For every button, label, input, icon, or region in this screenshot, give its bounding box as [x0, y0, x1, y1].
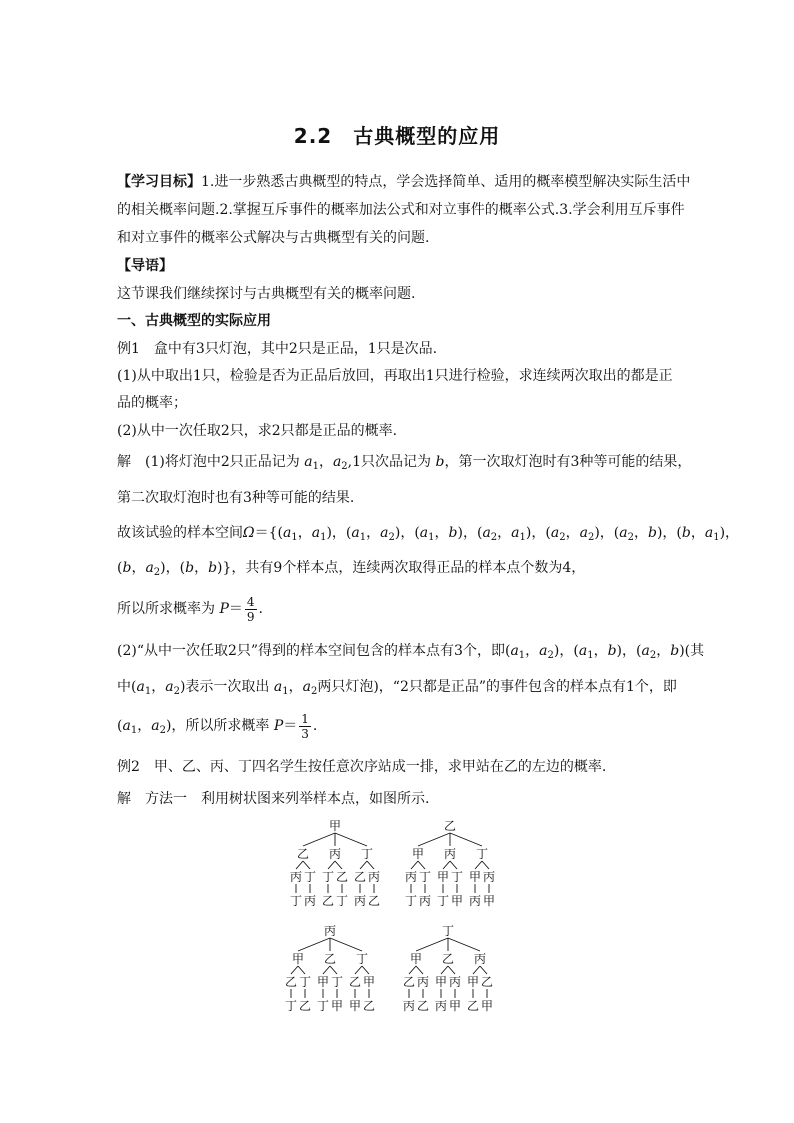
tree-edge: [411, 861, 418, 869]
tree-edge: [298, 966, 305, 974]
solution-1-line-2: 第二次取灯泡时也有3种等可能的结果.: [117, 490, 355, 506]
tree-edge: [355, 966, 362, 974]
tree-level-2-node: 甲: [436, 870, 450, 884]
tree-level-1-node: 丁: [360, 847, 374, 861]
tree-leaf: 丁: [289, 894, 303, 908]
sample-space-line-2: (b，$a_2$)，(b，b)}，共有9个样本点，连续两次取得正品的样本点个数为4，: [117, 560, 586, 578]
tree-edge: [482, 861, 489, 869]
tree-level-2-node: 丙: [404, 870, 418, 884]
tree-edge: [418, 861, 425, 869]
probability-fraction-1: $\frac{4}{9}$: [246, 594, 255, 624]
tree-leaf: 丁: [436, 894, 450, 908]
tree-edge: [416, 938, 448, 951]
tree-edge: [473, 966, 480, 974]
objectives-line-3: 和对立事件的概率公式解决与古典概型有关的问题.: [117, 230, 430, 246]
tree-leaf: 乙: [416, 999, 430, 1013]
example-1-q2: (2)从中一次任取2只，求2只都是正品的概率.: [117, 423, 398, 439]
objectives-line-1: 【学习目标】1.进一步熟悉古典概型的特点，学会选择简单、适用的概率模型解决实际生活中: [117, 174, 691, 190]
tree-leaf: 丁: [316, 999, 330, 1013]
tree-leaf: 甲: [448, 999, 462, 1013]
solution-1-line-1: 解 (1)将灯泡中2只正品记为 $a_1$，$a_2,1$只次品记为 b，第一次取灯泡时有3种等可能的结果，: [117, 454, 692, 472]
tree-level-1-node: 乙: [296, 847, 310, 861]
solution-2-line-3: ($a_1$，$a_2$)，所以所求概率 P＝ $\frac{1}{3}$ .: [117, 711, 318, 741]
tree-level-2-node: 丙: [448, 975, 462, 989]
tree-level-1-node: 乙: [441, 952, 455, 966]
tree-level-2-node: 丁: [330, 975, 344, 989]
tree-level-1-node: 甲: [411, 847, 425, 861]
tree-edge: [450, 833, 482, 846]
tree-edge: [330, 938, 362, 951]
tree-leaf: 甲: [482, 894, 496, 908]
tree-edge: [475, 861, 482, 869]
tree-level-2-node: 乙: [353, 870, 367, 884]
example-1-q1-line-1: (1)从中取出1只，检验是否为正品后放回，再取出1只进行检验，求连续两次取出的都是正: [117, 368, 673, 384]
example-1-stem: 例1 盒中有3只灯泡，其中2只是正品，1只是次品.: [117, 341, 438, 357]
probability-1-line: 所以所求概率为 P＝ $\frac{4}{9}$ .: [117, 594, 263, 624]
tree-edge: [335, 861, 342, 869]
tree-leaf: 丙: [418, 894, 432, 908]
tree-level-1-node: 丙: [473, 952, 487, 966]
tree-edge: [416, 966, 423, 974]
tree-level-2-node: 丙: [482, 870, 496, 884]
tree-level-2-node: 乙: [480, 975, 494, 989]
tree-level-2-node: 丁: [298, 975, 312, 989]
tree-level-2-node: 乙: [348, 975, 362, 989]
tree-leaf: 乙: [298, 999, 312, 1013]
tree-level-2-node: 乙: [284, 975, 298, 989]
guide-label: 【导语】: [117, 258, 173, 274]
tree-edge: [291, 966, 298, 974]
tree-edge: [362, 966, 369, 974]
tree-edge: [367, 861, 374, 869]
tree-leaf: 丙: [353, 894, 367, 908]
tree-edge: [335, 833, 367, 846]
solution-2-line-1: (2)“从中一次任取2只”得到的样本空间包含的样本点有3个，即($a_1$，$a_2$)，($a_1$，b)，($a_2$，b)(其: [117, 643, 705, 661]
tree-level-2-node: 甲: [466, 975, 480, 989]
tree-root: 丙: [323, 924, 337, 938]
tree-edge: [298, 938, 330, 951]
tree-level-1-node: 丁: [475, 847, 489, 861]
tree-leaf: 丁: [335, 894, 349, 908]
tree-level-2-node: 乙: [335, 870, 349, 884]
tree-edge: [330, 966, 337, 974]
sample-space-line-1: 故该试验的样本空间$\Omega=\{(a_1$，$a_1$)，($a_1$，$a_2$)，($a_1$，b)，($a_2$，$a_1$)，($a_2$，$a_2$)，($a_2$，b)，(b，$a_1$)，: [117, 525, 740, 543]
tree-leaf: 丁: [404, 894, 418, 908]
tree-level-2-node: 甲: [316, 975, 330, 989]
objectives-line-2: 的相关概率问题.2.掌握互斥事件的概率加法公式和对立事件的概率公式.3.学会利用互斥事件: [117, 202, 685, 218]
tree-leaf: 甲: [348, 999, 362, 1013]
tree-level-2-node: 丁: [303, 870, 317, 884]
tree-level-2-node: 甲: [434, 975, 448, 989]
tree-edge: [448, 966, 455, 974]
tree-edge: [480, 966, 487, 974]
tree-level-2-node: 甲: [362, 975, 376, 989]
tree-leaf: 乙: [466, 999, 480, 1013]
tree-level-2-node: 丙: [416, 975, 430, 989]
tree-leaf: 甲: [480, 999, 494, 1013]
tree-level-2-node: 乙: [402, 975, 416, 989]
solution-2-line-2: 中($a_1$，$a_2$)表示一次取出 $a_1$，$a_2$两只灯泡)，“2只都是正品”的事件包含的样本点有1个，即: [117, 679, 677, 697]
tree-edge: [450, 861, 457, 869]
tree-level-2-node: 丁: [418, 870, 432, 884]
tree-level-2-node: 甲: [468, 870, 482, 884]
tree-edge: [443, 861, 450, 869]
tree-level-1-node: 丁: [355, 952, 369, 966]
tree-leaf: 丙: [468, 894, 482, 908]
tree-level-2-node: 丁: [450, 870, 464, 884]
objectives-label: 【学习目标】: [117, 174, 201, 190]
guide-text: 这节课我们继续探讨与古典概型有关的概率问题.: [117, 286, 416, 302]
page-title: 2.2 古典概型的应用: [293, 124, 501, 148]
tree-edge: [441, 966, 448, 974]
example-2-stem: 例2 甲、乙、丙、丁四名学生按任意次序站成一排，求甲站在乙的左边的概率.: [117, 759, 607, 775]
tree-edge: [360, 861, 367, 869]
tree-leaf: 甲: [330, 999, 344, 1013]
tree-root: 甲: [328, 819, 342, 833]
tree-edge: [323, 966, 330, 974]
tree-edge: [448, 938, 480, 951]
tree-leaf: 丙: [434, 999, 448, 1013]
tree-edge: [296, 861, 303, 869]
tree-edge: [418, 833, 450, 846]
tree-level-1-node: 甲: [291, 952, 305, 966]
tree-leaf: 乙: [367, 894, 381, 908]
tree-level-1-node: 乙: [323, 952, 337, 966]
tree-level-2-node: 丁: [321, 870, 335, 884]
tree-level-1-node: 丙: [328, 847, 342, 861]
tree-level-2-node: 丙: [367, 870, 381, 884]
tree-leaf: 丙: [402, 999, 416, 1013]
tree-root: 丁: [441, 924, 455, 938]
tree-level-2-node: 丙: [289, 870, 303, 884]
example-2-method: 解 方法一 利用树状图来列举样本点，如图所示.: [117, 791, 430, 807]
section-heading: 一、古典概型的实际应用: [117, 313, 271, 329]
tree-edge: [303, 861, 310, 869]
tree-edge: [409, 966, 416, 974]
probability-fraction-2: $\frac{1}{3}$: [301, 711, 309, 741]
tree-leaf: 丙: [303, 894, 317, 908]
tree-edge: [328, 861, 335, 869]
tree-edge: [303, 833, 335, 846]
tree-leaf: 甲: [450, 894, 464, 908]
tree-level-1-node: 甲: [409, 952, 423, 966]
example-1-q1-line-2: 品的概率；: [117, 395, 187, 411]
tree-root: 乙: [443, 819, 457, 833]
tree-leaf: 乙: [321, 894, 335, 908]
tree-level-1-node: 丙: [443, 847, 457, 861]
tree-leaf: 乙: [362, 999, 376, 1013]
tree-leaf: 丁: [284, 999, 298, 1013]
